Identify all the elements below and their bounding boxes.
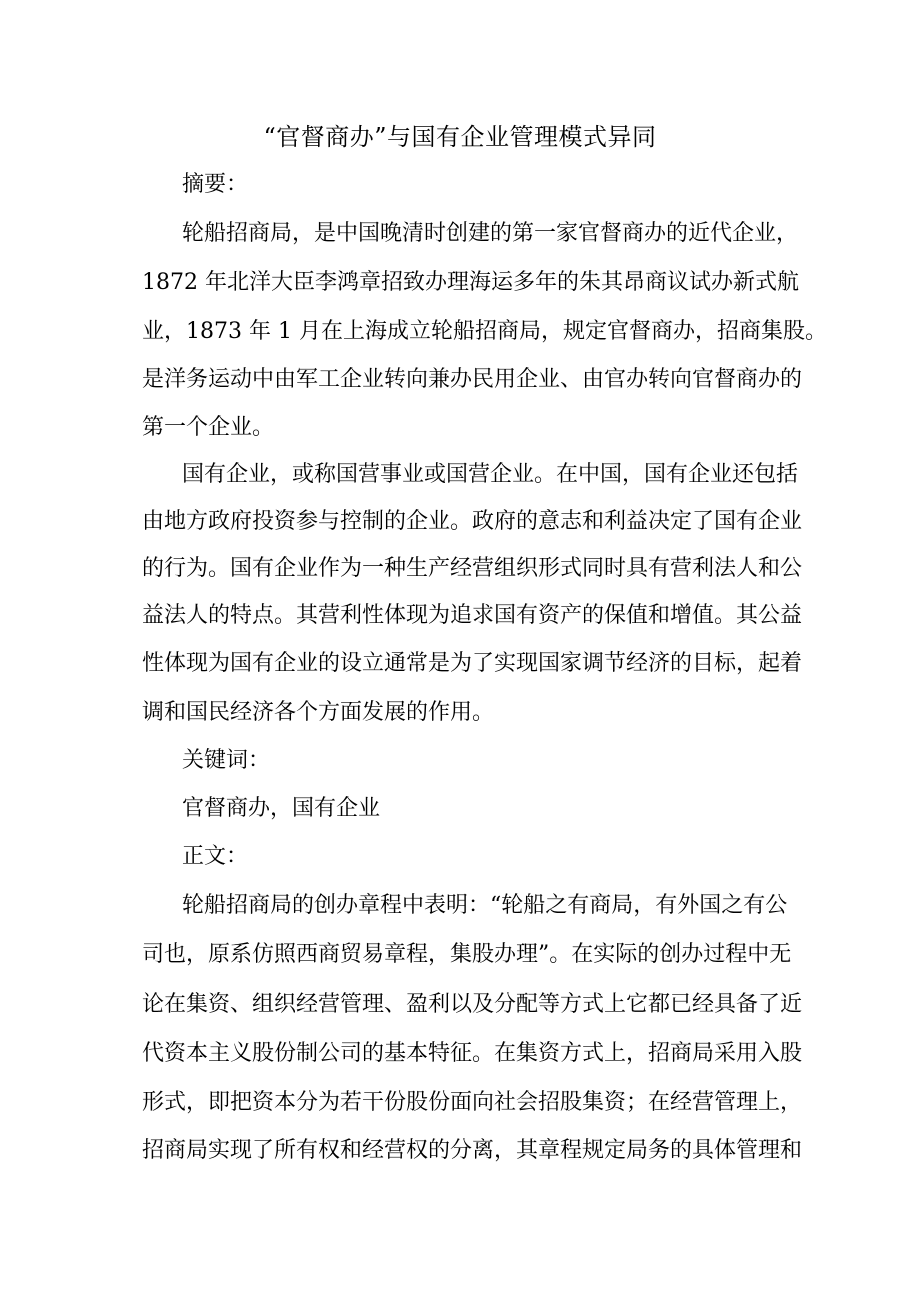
document-title: “官督商办”与国有企业管理模式异同 xyxy=(263,123,657,151)
text-line: 第一个企业。 xyxy=(142,415,275,440)
text-line: 益法人的特点。其营利性体现为追求国有资产的保值和增值。其公益 xyxy=(142,603,803,628)
text-line: 招商局实现了所有权和经营权的分离，其章程规定局务的具体管理和 xyxy=(142,1138,803,1163)
text-line: 轮船招商局，是中国晚清时创建的第一家官督商办的近代企业， xyxy=(182,221,799,246)
body-label: 正文： xyxy=(182,844,249,869)
text-line: 形式，即把资本分为若干份股份面向社会招股集资；在经营管理上， xyxy=(142,1090,803,1115)
text-line: 由地方政府投资参与控制的企业。政府的意志和利益决定了国有企业 xyxy=(142,509,803,534)
keywords-label: 关键词： xyxy=(182,748,271,773)
text-line: 1872 年北洋大臣李鸿章招致办理海运多年的朱其昂商议试办新式航 xyxy=(142,270,799,295)
text-line: 的行为。国有企业作为一种生产经营组织形式同时具有营利法人和公 xyxy=(142,556,803,581)
text-line: 司也，原系仿照西商贸易章程，集股办理”。在实际的创办过程中无 xyxy=(142,942,792,967)
text-line: 代资本主义股份制公司的基本特征。在集资方式上，招商局采用入股 xyxy=(142,1041,803,1066)
text-line: 调和国民经济各个方面发展的作用。 xyxy=(142,700,495,725)
text-line: 业，1873 年 1 月在上海成立轮船招商局，规定官督商办，招商集股。 xyxy=(142,319,827,344)
abstract-label: 摘要： xyxy=(182,172,249,197)
text-line: 国有企业，或称国营事业或国营企业。在中国，国有企业还包括 xyxy=(182,462,799,487)
text-line: 轮船招商局的创办章程中表明：“轮船之有商局，有外国之有公 xyxy=(182,893,788,918)
text-line: 论在集资、组织经营管理、盈利以及分配等方式上它都已经具备了近 xyxy=(142,992,803,1017)
keywords-text: 官督商办，国有企业 xyxy=(182,796,381,821)
text-line: 性体现为国有企业的设立通常是为了实现国家调节经济的目标，起着 xyxy=(142,651,803,676)
text-line: 是洋务运动中由军工企业转向兼办民用企业、由官办转向官督商办的 xyxy=(142,367,803,392)
